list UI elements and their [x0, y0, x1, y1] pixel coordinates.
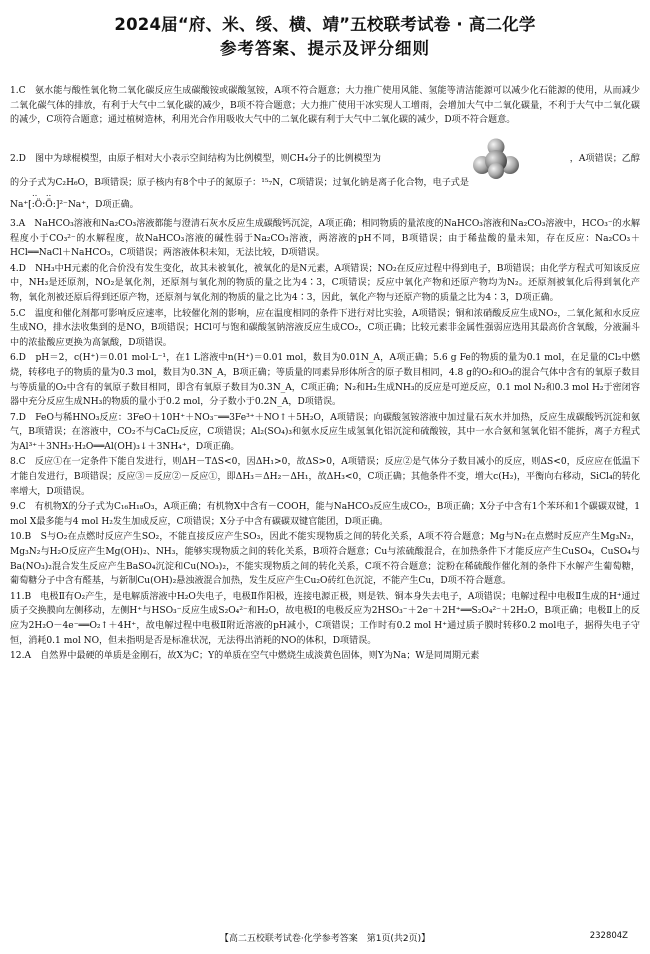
answer-item-8: 8.C 反应①在一定条件下能自发进行，则ΔH－TΔS<0，因ΔH₁>0，故ΔS>0，A项错误；反应②是气体分子数目减小的反应，则ΔS<0，反应应在低温下才能自发进行，B项错误；反应③＝反应②－反应①，即ΔH₃＝ΔH₂－ΔH₁，故ΔH₃<0，C项正确；其他条件不变，增大c(H₂)，平衡向右移动，SiCl₄的转化率增大，D项错误。 — [10, 457, 640, 497]
answer-2-text-after: ，A项错误；乙醇 — [569, 153, 640, 164]
answer-2-text-before: 2.D 图中为球棍模型，由原子相对大小表示空间结构为比例模型，则CH₄分子的比例模型为 — [10, 153, 381, 164]
answer-item-1: 1.C 氨水能与酸性氧化物二氧化碳反应生成碳酸铵或碳酸氢铵，A项不符合题意；大力推广使用风能、氢能等清洁能源可以减少化石能源的使用，从而减少二氧化碳气体的排放，有利于大气中二氧化碳的减少，B项不符合题意；大力推广使用干冰实现人工增雨，会增加大气中二氧化碳量，不利于大气中二氧化碳的减少，C项符合题意；通过植树造林，利用光合作用吸收大气中的二氧化碳有利于大气中二氧化碳的减少，D项不符合题意。 — [10, 86, 640, 126]
answer-item-3: 3.A NaHCO₃溶液和Na₂CO₃溶液都能与澄清石灰水反应生成碳酸钙沉淀，A项正确；相同物质的量浓度的NaHCO₃溶液和Na₂CO₃溶液中，HCO₃⁻的水解程度小于CO₃²⁻的水解程度，故NaHCO₃溶液的碱性弱于Na₂CO₃溶液，两溶液的pH不同，B项错误；由于稀盐酸的量未知，存在反应：Na₂CO₃＋HCl══NaCl＋NaHCO₃，C项错误；两溶液体积未知，无法比较，D项错误。 — [10, 218, 640, 259]
answer-item-11: 11.B 电极Ⅱ有O₂产生，是电解质溶液中H₂O失电子，电极Ⅱ作阳极，连接电源正极，则是铁、铜本身失去电子，A项错误；电解过程中电极Ⅱ生成的H⁺通过质子交换膜向左侧移动，左侧H⁺与HSO₃⁻反应生成S₂O₄²⁻和H₂O，故电极Ⅰ的电极反应为2HSO₃⁻＋2e⁻＋2H⁺══S₂O₄²⁻＋2H₂O，B项正确；电极Ⅱ上的反应为2H₂O－4e⁻══O₂↑＋4H⁺，故电解过程中电极Ⅱ附近溶液的pH减小，C项错误；工作时有0.2 mol H⁺通过质子膜时转移0.2 mol电子，据得失电子守恒，消耗0.1 mol NO，但未指明是否是标准状况，无法得出消耗的NO的体积，D项错误。 — [10, 591, 640, 646]
answer-item-2 — [10, 142, 640, 213]
page-footer — [0, 931, 650, 944]
answer-item-10: 10.B S与O₂在点燃时反应产生SO₂，不能直接反应产生SO₃，因此不能实现物质之间的转化关系，A项不符合题意；Mg与N₂在点燃时反应产生Mg₃N₂，Mg₃N₂与H₂O反应产生Mg(OH)₂、NH₃，能够实现物质之间的转化关系，B项符合题意；Cu与浓硫酸混合，在加热条件下才能反应产生CuSO₄，CuSO₄与Ba(NO₃)₂混合发生反应产生BaSO₄沉淀和Cu(NO₃)₂，不能实现物质之间的转化关系，C项不符合题意；淀粉在稀硫酸作催化剂的条件下水解产生葡萄糖，葡萄糖分子中含有醛基，与新制Cu(OH)₂悬浊液混合加热，发生反应产生Cu₂O砖红色沉淀，不能产生Cu，D项不符合题意。 — [10, 532, 640, 587]
footer-page-info: 【高二五校联考试卷·化学参考答案 第1页(共2页)】 — [219, 934, 431, 944]
answer-2-line-3 — [10, 190, 640, 213]
answer-item-9: 9.C 有机物X的分子式为C₁₆H₁₈O₃，A项正确；有机物X中含有－COOH，能与NaHCO₃反应生成CO₂，B项正确；X分子中含有1个苯环和1个碳碳双键，1 mol X最多能与4 mol H₂发生加成反应，C项错误；X分子中含有碳碳双键官能团，D项正确。 — [10, 502, 640, 527]
page-title: 2024届“府、米、绥、横、靖”五校联考试卷 · 高二化学 — [114, 15, 536, 34]
answer-item-6: 6.D pH＝2，c(H⁺)＝0.01 mol·L⁻¹，在1 L溶液中n(H⁺)＝0.01 mol，数目为0.01N_A，A项正确；5.6 g Fe的物质的量为0.1 mol，在足量的Cl₂中燃烧，转移电子的物质的量为0.3 mol，数目为0.3N_A，B项正确；等质量的同素异形体所含的原子数目相同，4.8 g的O₂和O₃的混合气体中含有的氧原子数目与等质量的O₂中含有的氧原子数目相同，即含有氧原子数目为0.3N_A，C项正确；N₂和H₂生成NH₃的反应是可逆反应，0.1 mol N₂和0.3 mol H₂于密闭容器中充分反应生成NH₃的物质的量小于0.2 mol，分子数小于0.2N_A，D项错误。 — [10, 353, 640, 408]
answer-2-line-2: 的分子式为C₂H₆O，B项错误；原子核内有8个中子的氮原子：¹⁵₇N，C项错误；过氧化钠是离子化合物，电子式是 — [10, 177, 469, 188]
answer-2-line-1 — [10, 142, 640, 176]
ch4-space-filling-model-icon — [470, 138, 522, 180]
peroxide-electron-formula: Na⁺[:Ö:Ö:]²⁻Na⁺，D项正确。 — [10, 200, 139, 211]
answer-item-5: 5.C 温度和催化剂都可影响反应速率，比较催化剂的影响，应在温度相同的条件下进行对比实验，A项错误；铜和浓硝酸反应生成NO₂，二氧化氮和水反应生成NO，排水法收集到的是NO，B项错误；HCl可与饱和碳酸氢钠溶液反应生成CO₂，C项正确；比较元素非金属性强弱应选用其最高价含氧酸，分液漏斗中的浓盐酸应更换为高氯酸，D项错误。 — [10, 308, 640, 348]
answer-item-7: 7.D FeO与稀HNO₃反应：3FeO＋10H⁺＋NO₃⁻══3Fe³⁺＋NO↑＋5H₂O，A项错误；向碳酸氢铵溶液中加过量石灰水并加热，反应生成碳酸钙沉淀和氨气，B项错误；在溶液中，CO₂不与CaCl₂反应，C项错误；Al₂(SO₄)₃和氨水反应生成氢氧化铝沉淀和硫酸铵，其中一水合氨和氢氧化铝不能拆，离子方程式为Al³⁺＋3NH₃·H₂O══Al(OH)₃↓＋3NH₄⁺，D项正确。 — [10, 412, 640, 452]
answer-item-12: 12.A 自然界中最硬的单质是金刚石，故X为C；Y的单质在空气中燃烧生成淡黄色固体，则Y为Na；W是同周期元素 — [10, 651, 480, 662]
page-subtitle: 参考答案、提示及评分细则 — [220, 39, 430, 58]
footer-exam-code: 232804Z — [589, 931, 628, 941]
electron-dots: ‥ ‥ — [32, 189, 55, 199]
answer-list — [10, 84, 640, 664]
answer-item-4: 4.D NH₃中H元素的化合价没有发生变化，故其未被氧化，被氧化的是N元素，A项错误；NO₂在反应过程中得到电子，B项错误；由化学方程式可知该反应中，NH₃是还原剂，NO₂是氧化剂，还原剂与氧化剂的物质的量之比为4∶3，C项错误；反应中氧化产物和还原产物均为N₂。还原剂被氧化后得到氧化产物，氧化剂被还原后得到还原产物，还原剂与氧化剂的物质的量之比为4∶3，因此，氧化产物与还原产物的质量之比为4∶3，D项正确。 — [10, 263, 640, 303]
